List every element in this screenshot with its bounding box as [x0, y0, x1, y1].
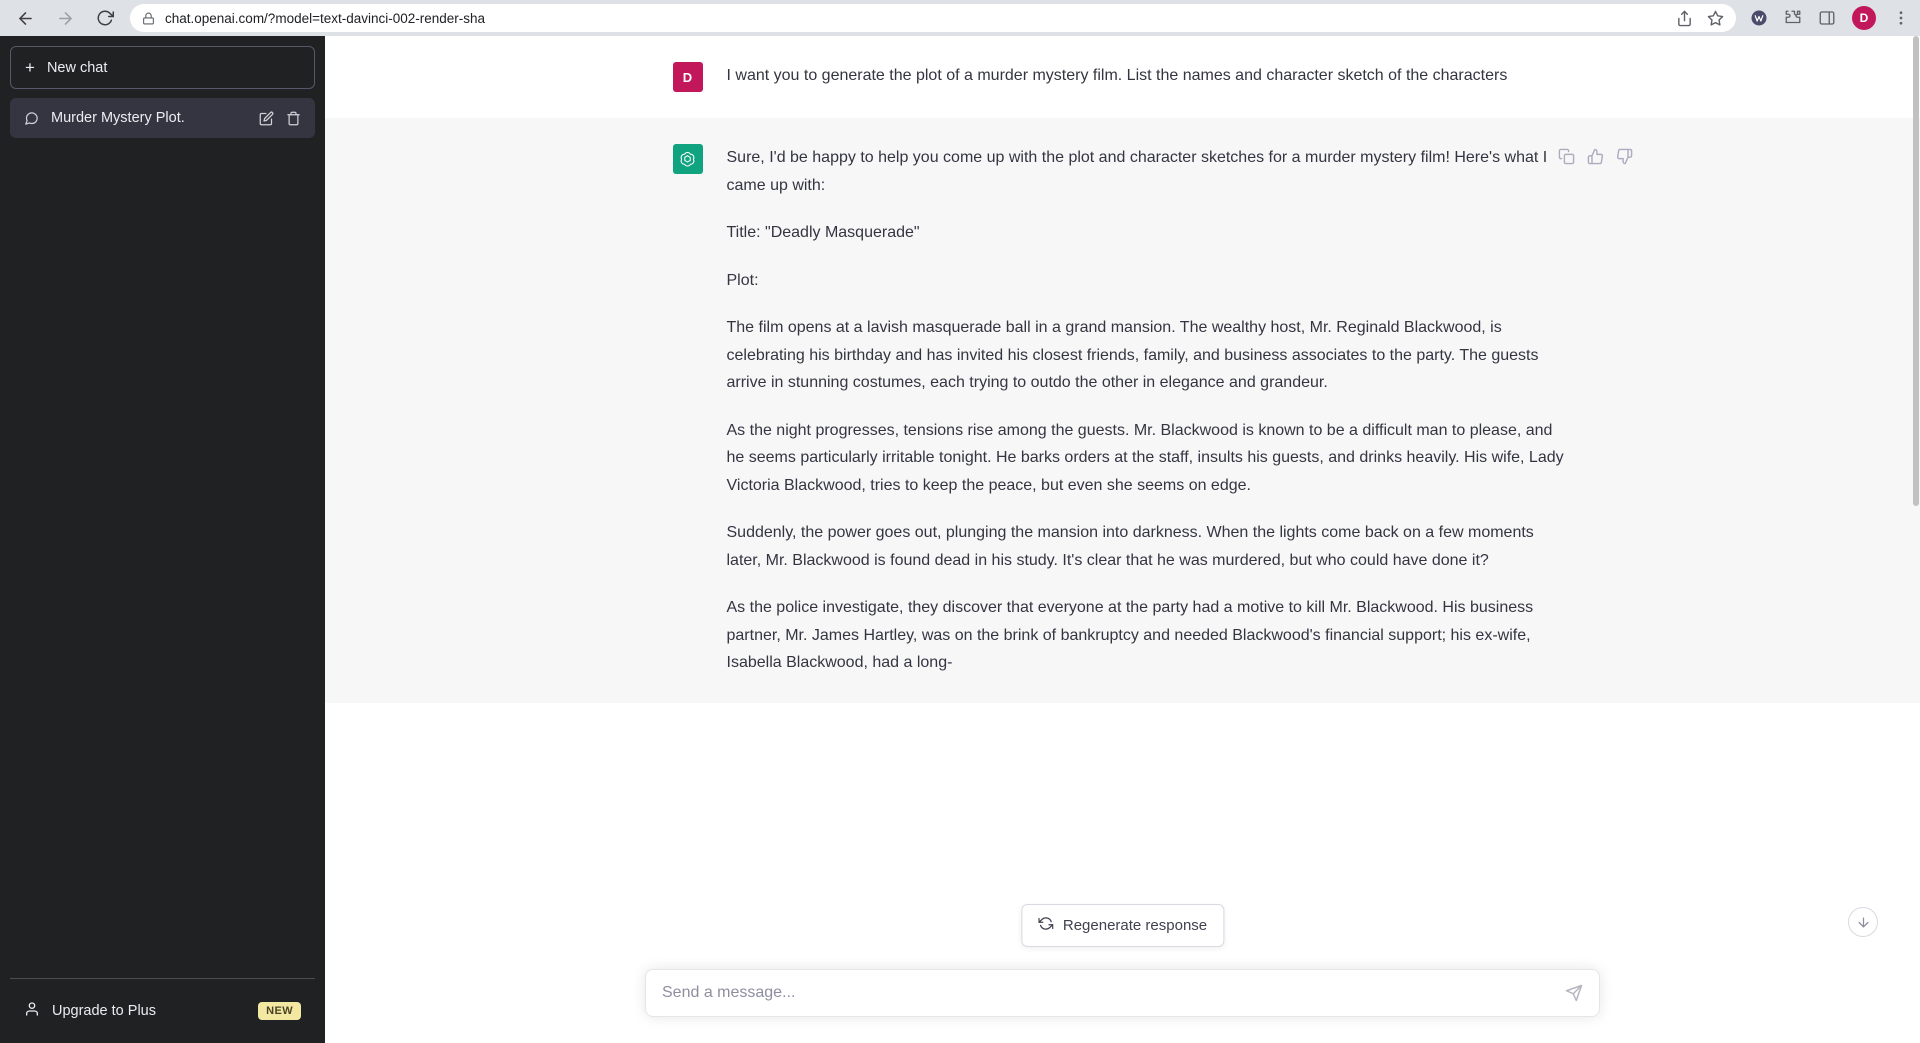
sidebar-footer	[10, 978, 315, 1033]
wallet-extension-icon[interactable]	[1750, 9, 1768, 27]
upgrade-label: Upgrade to Plus	[52, 1003, 156, 1019]
paragraph: Sure, I'd be happy to help you come up with the plot and character sketches for a murder mystery film! Here's what I came up with:	[726, 149, 1548, 194]
extensions-area	[1746, 6, 1910, 30]
url-text: chat.openai.com/?model=text-davinci-002-render-sha	[165, 10, 486, 26]
assistant-message-body	[727, 144, 1573, 677]
thumbs-up-icon[interactable]	[1587, 148, 1604, 165]
browser-toolbar	[0, 0, 1920, 36]
message-action-buttons	[1558, 148, 1633, 165]
address-bar[interactable]	[130, 4, 1736, 32]
sidebar-spacer	[10, 138, 315, 978]
scrollbar-thumb[interactable]	[1913, 36, 1919, 506]
paragraph: Suddenly, the power goes out, plunging the mansion into darkness. When the lights come back on a few moments later, Mr. Blackwood is found dead in his study. It's clear that he was murdered, but who could have done it?	[726, 524, 1534, 569]
user-message-body	[727, 62, 1573, 92]
trash-icon[interactable]	[286, 111, 301, 126]
reload-icon[interactable]	[90, 3, 120, 33]
paragraph: As the police investigate, they discover that everyone at the party had a motive to kill Mr. Blackwood. His business partner, Mr. James Hartley, was on the brink of bankruptcy and needed Blackwood's financial support; his ex-wife, Isabella Blackwood, had a long-	[726, 599, 1534, 672]
puzzle-extension-icon[interactable]	[1784, 9, 1802, 27]
composer-area	[325, 969, 1920, 1043]
person-icon	[24, 1001, 40, 1021]
three-dot-menu-icon[interactable]	[1892, 9, 1910, 27]
paragraph: Plot:	[726, 271, 759, 289]
lock-icon	[142, 12, 155, 25]
new-badge: NEW	[258, 1002, 301, 1020]
upgrade-to-plus-button[interactable]	[10, 989, 315, 1033]
regenerate-label: Regenerate response	[1062, 917, 1208, 934]
chat-item-title: Murder Mystery Plot.	[51, 110, 185, 126]
thumbs-down-icon[interactable]	[1616, 148, 1633, 165]
pencil-icon[interactable]	[259, 111, 274, 126]
message-input[interactable]	[662, 984, 1565, 1002]
scroll-to-bottom-button[interactable]	[1848, 907, 1878, 937]
paragraph: The film opens at a lavish masquerade ball in a grand mansion. The wealthy host, Mr. Reginald Blackwood, is celebrating his birthday and has invited his closest friends, family, and business associates to the party. The guests arrive in stunning costumes, each trying to outdo the other in elegance and grandeur.	[726, 319, 1539, 392]
message-thread	[325, 36, 1920, 1043]
openai-logo-icon	[673, 144, 703, 174]
composer[interactable]	[645, 969, 1600, 1017]
paragraph: I want you to generate the plot of a murder mystery film. List the names and character sketch of the characters	[726, 67, 1508, 84]
chat-main	[325, 36, 1920, 1043]
forward-arrow-icon[interactable]	[50, 3, 80, 33]
app-root	[0, 36, 1920, 1043]
chat-item-murder-mystery-plot[interactable]	[10, 98, 315, 138]
share-icon[interactable]	[1676, 10, 1693, 27]
plus-icon: +	[25, 58, 35, 77]
message-assistant	[325, 118, 1920, 703]
new-chat-button[interactable]	[10, 46, 315, 89]
new-chat-label: New chat	[46, 59, 108, 76]
paragraph: As the night progresses, tensions rise among the guests. Mr. Blackwood is known to be a difficult man to please, and he seems particularly irritable tonight. He barks orders at the staff, insults his guests, and drinks heavily. His wife, Lady Victoria Blackwood, tries to keep the peace, but even she seems on edge.	[726, 421, 1564, 494]
refresh-icon	[1038, 916, 1053, 935]
sidepanel-icon[interactable]	[1818, 9, 1836, 27]
page-scrollbar[interactable]	[1912, 36, 1920, 1043]
chat-bubble-icon	[24, 111, 39, 126]
avatar: D	[673, 62, 703, 92]
regenerate-response-button[interactable]	[1021, 904, 1224, 947]
paragraph: Title: "Deadly Masquerade"	[726, 224, 920, 242]
profile-avatar[interactable]: D	[1852, 6, 1876, 30]
sidebar	[0, 36, 325, 1043]
send-icon[interactable]	[1565, 984, 1583, 1002]
chat-history-list	[10, 98, 315, 138]
copy-icon[interactable]	[1558, 148, 1575, 165]
message-user	[325, 36, 1920, 118]
star-icon[interactable]	[1707, 10, 1724, 27]
back-arrow-icon[interactable]	[10, 3, 40, 33]
